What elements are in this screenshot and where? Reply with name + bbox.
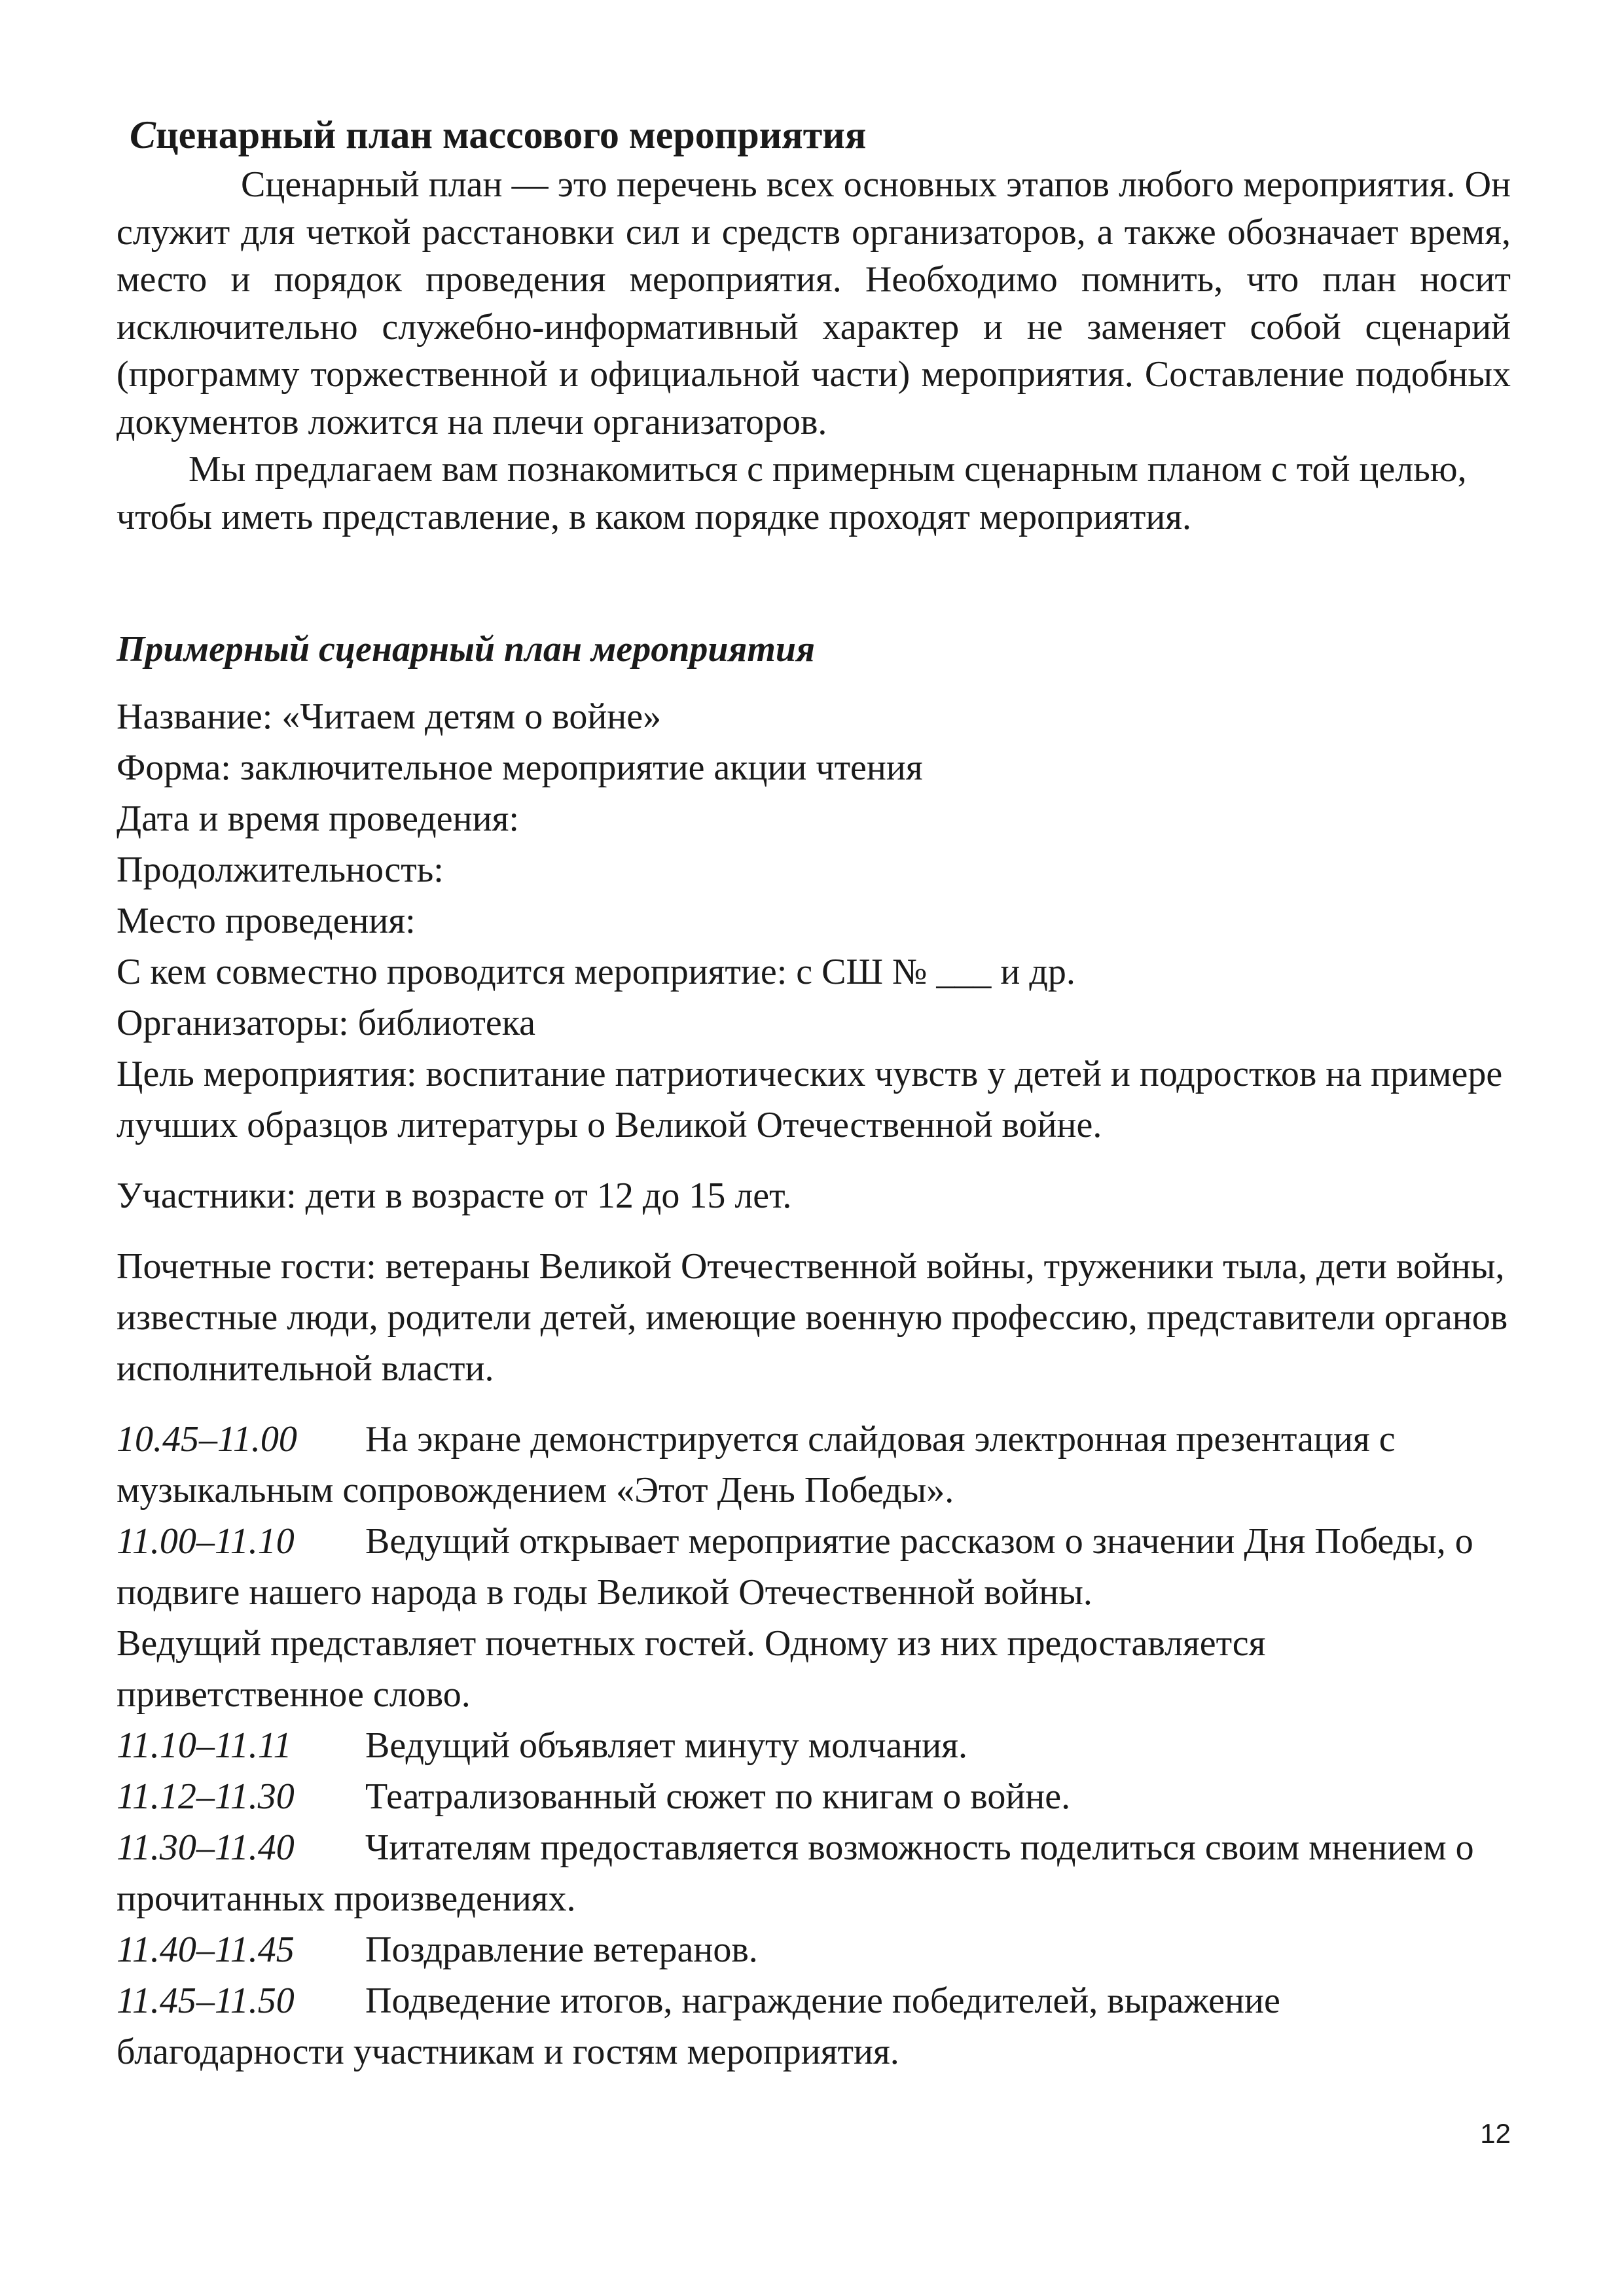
schedule-time: 11.45–11.50	[117, 1981, 295, 2021]
intro-paragraph-2: Мы предлагаем вам познакомиться с примерным сценарным планом с той целью, чтобы иметь представление, в каком порядке проходят мероприятия.	[117, 449, 1467, 537]
schedule-text: Читателям предоставляется возможность поделиться своим мнением о прочитанных произведениях.	[117, 1827, 1474, 1919]
participants-text: Участники: дети в возрасте от 12 до 15 лет.	[117, 1175, 792, 1216]
field-partners: С кем совместно проводится мероприятие: с СШ № ___ и др.	[117, 952, 1075, 992]
page-number: 12	[1480, 2118, 1511, 2149]
schedule-text: Ведущий объявляет минуту молчания.	[365, 1725, 968, 1766]
schedule-time: 11.00–11.10	[117, 1521, 295, 1562]
schedule-time: 11.30–11.40	[117, 1827, 295, 1868]
schedule-time: 11.10–11.11	[117, 1725, 292, 1766]
goal-text: Цель мероприятия: воспитание патриотических чувств у детей и подростков на примере лучших образцов литературы о Великой Отечественной войне.	[117, 1054, 1503, 1145]
schedule-item	[117, 1771, 1511, 1822]
schedule-item	[117, 1924, 1511, 1975]
schedule-item	[117, 1720, 1511, 1771]
schedule-text: Театрализованный сюжет по книгам о войне.	[365, 1776, 1071, 1817]
document-page	[117, 111, 1511, 2077]
intro-paragraph-1: Сценарный план — это перечень всех основных этапов любого мероприятия. Он служит для четкой расстановки сил и средств организаторов, а также обозначает время, место и порядок проведения мероприятия. Необходимо помнить, что план носит исключительно служебно-информативный характер и не заменяет собой сценарий (программу торжественной и официальной части) мероприятия. Составление подобных документов ложится на плечи организаторов.	[117, 164, 1511, 442]
schedule-list	[117, 1414, 1511, 2077]
schedule-text: Поздравление ветеранов.	[365, 1929, 758, 1970]
field-duration: Продолжительность:	[117, 850, 444, 890]
schedule-text: Ведущий открывает мероприятие рассказом о значении Дня Победы, о подвиге нашего народа в годы Великой Отечественной войны.	[117, 1521, 1473, 1613]
schedule-item	[117, 1822, 1511, 1924]
field-organizers: Организаторы: библиотека	[117, 1003, 535, 1043]
schedule-time: 10.45–11.00	[117, 1419, 297, 1460]
schedule-time: 11.12–11.30	[117, 1776, 295, 1817]
schedule-item	[117, 1516, 1511, 1618]
schedule-item	[117, 1618, 1511, 1720]
field-place: Место проведения:	[117, 901, 416, 941]
schedule-text: На экране демонстрируется слайдовая электронная презентация с музыкальным сопровождением «Этот День Победы».	[117, 1419, 1396, 1511]
guests-text: Почетные гости: ветераны Великой Отечественной войны, труженики тыла, дети войны, известные люди, родители детей, имеющие военную профессию, представители органов исполнительной власти.	[117, 1246, 1508, 1389]
schedule-item	[117, 1975, 1511, 2077]
title-first-letter: С	[130, 113, 156, 156]
section-subtitle: Примерный сценарный план мероприятия	[117, 629, 815, 670]
field-datetime: Дата и время проведения:	[117, 798, 519, 839]
schedule-text: Подведение итогов, награждение победителей, выражение благодарности участникам и гостям мероприятия.	[117, 1981, 1280, 2072]
schedule-time: 11.40–11.45	[117, 1929, 295, 1970]
title-rest: ценарный план массового мероприятия	[156, 113, 867, 156]
schedule-item	[117, 1414, 1511, 1516]
field-form: Форма: заключительное мероприятие акции чтения	[117, 747, 923, 788]
page-title	[130, 111, 1511, 158]
field-name: Название: «Читаем детям о войне»	[117, 696, 662, 737]
fields-list	[117, 691, 1511, 1049]
schedule-text: Ведущий представляет почетных гостей. Одному из них предоставляется приветственное слово.	[117, 1623, 1266, 1715]
